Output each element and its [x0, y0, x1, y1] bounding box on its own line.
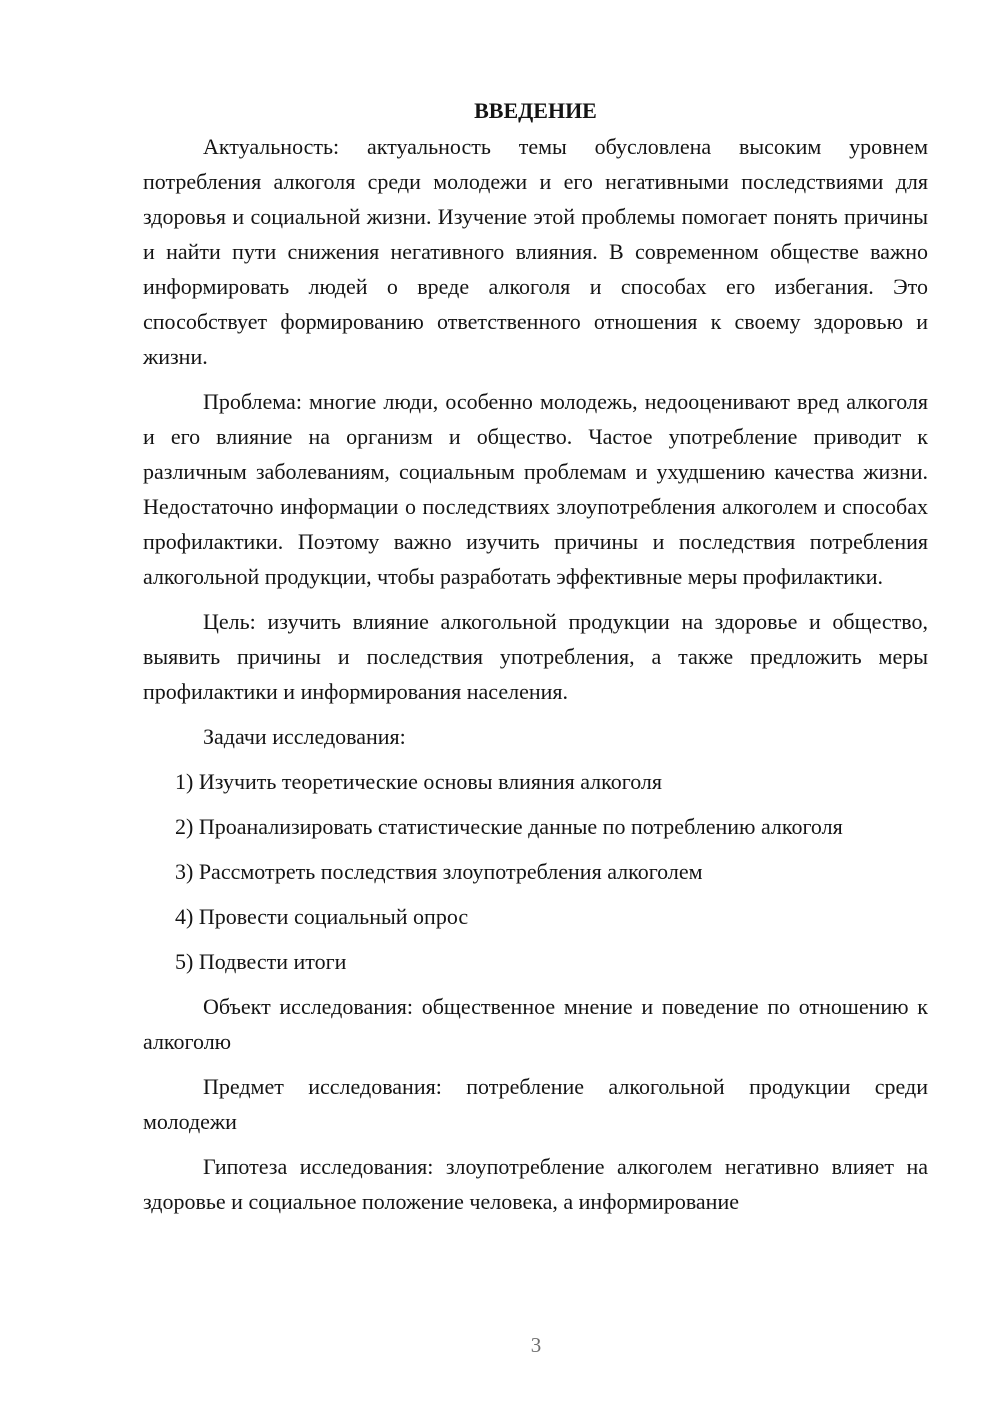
section-title: ВВЕДЕНИЕ: [474, 98, 597, 123]
document-page: [143, 93, 928, 1229]
task-item: 3) Рассмотреть последствия злоупотребления алкоголем: [175, 859, 703, 884]
page-number: 3: [530, 1333, 542, 1357]
task-item: 2) Проанализировать статистические данные по потреблению алкоголя: [175, 814, 843, 839]
task-item: 5) Подвести итоги: [175, 949, 347, 974]
task-item: 1) Изучить теоретические основы влияния алкоголя: [175, 769, 663, 794]
paragraph-relevance: Актуальность: актуальность темы обусловлена высоким уровнем потребления алкоголя среди молодежи и его негативными последствиями для здоровья и социальной жизни. Изучение этой проблемы помогает понять причины и найти пути снижения негативного влияния. В современном обществе важно информировать людей о вреде алкоголя и способах его избегания. Это способствует формированию ответственного отношения к своему здоровью и жизни.: [143, 134, 928, 369]
task-item: 4) Провести социальный опрос: [175, 904, 469, 929]
paragraph-object: Объект исследования: общественное мнение и поведение по отношению к алкоголю: [143, 994, 928, 1054]
paragraph-subject: Предмет исследования: потребление алкогольной продукции среди молодежи: [143, 1074, 928, 1134]
paragraph-goal: Цель: изучить влияние алкогольной продукции на здоровье и общество, выявить причины и последствия употребления, а также предложить меры профилактики и информирования населения.: [143, 609, 928, 704]
paragraph-hypothesis: Гипотеза исследования: злоупотребление алкоголем негативно влияет на здоровье и социальное положение человека, а информирование: [143, 1154, 928, 1214]
tasks-heading: Задачи исследования:: [203, 724, 406, 749]
paragraph-problem: Проблема: многие люди, особенно молодежь, недооценивают вред алкоголя и его влияние на организм и общество. Частое употребление приводит к различным заболеваниям, социальным проблемам и ухудшению качества жизни. Недостаточно информации о последствиях злоупотребления алкоголем и способах профилактики. Поэтому важно изучить причины и последствия потребления алкогольной продукции, чтобы разработать эффективные меры профилактики.: [143, 389, 928, 589]
